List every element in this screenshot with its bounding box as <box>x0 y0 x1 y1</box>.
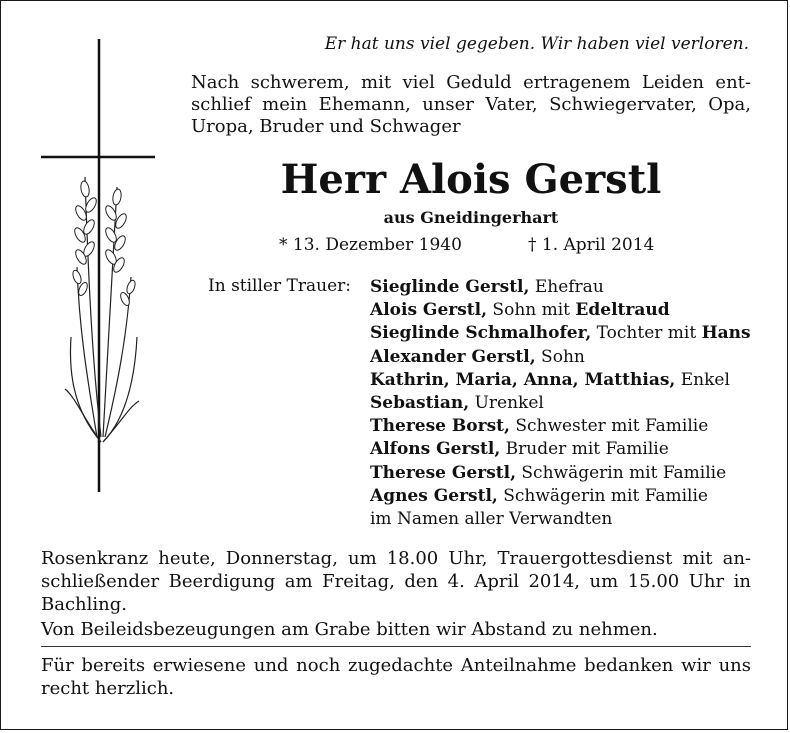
intro-line: Nach schwerem, mit viel Geduld ertragenem Leiden ent- <box>191 72 751 93</box>
mourner-row <box>370 299 751 322</box>
mourner-relation: im Namen aller Verwandten <box>370 509 613 530</box>
funeral-info-line: schließender Beerdigung am Freitag, den 4. April 2014, um 15.00 Uhr in <box>41 571 751 592</box>
thanks-note <box>41 654 751 700</box>
funeral-info-line: Rosenkranz heute, Donnerstag, um 18.00 Uhr, Trauergottesdienst mit an- <box>41 548 751 569</box>
mourning-label: In stiller Trauer: <box>208 276 351 296</box>
motto: Er hat uns viel gegeben. Wir haben viel verloren. <box>324 34 749 54</box>
mourner-partner: Edeltraud <box>575 300 670 321</box>
intro-text <box>191 72 751 138</box>
funeral-info <box>41 547 751 616</box>
mourner-name: Alois Gerstl, <box>370 300 488 321</box>
mourner-row <box>370 485 751 508</box>
funeral-info-line: Bachling. <box>41 594 127 615</box>
mourner-relation: Sohn <box>535 346 585 367</box>
condolence-note: Von Beileidsbezeugungen am Grabe bitten wir Abstand zu nehmen. <box>41 619 658 640</box>
divider <box>41 646 751 647</box>
mourner-row <box>370 276 751 299</box>
mourner-partner: Hans <box>701 323 751 344</box>
mourner-name: Sieglinde Schmalhofer, <box>370 323 592 344</box>
mourner-relation: Schwägerin mit Familie <box>516 462 727 483</box>
mourner-relation: Urenkel <box>469 393 544 414</box>
mourner-relation: Schwägerin mit Familie <box>497 485 708 506</box>
mourner-relation: Sohn mit <box>487 300 576 321</box>
intro-line: Uropa, Bruder und Schwager <box>191 116 461 137</box>
death-date: † 1. April 2014 <box>528 235 655 255</box>
thanks-line: Für bereits erwiesene und noch zugedachte Anteilnahme bedanken wir uns <box>41 655 751 676</box>
mourner-row <box>370 322 751 345</box>
thanks-line: recht herzlich. <box>41 678 175 699</box>
mourner-row <box>370 392 751 415</box>
mourner-relation: Schwester mit Familie <box>509 416 709 437</box>
mourner-row <box>370 369 751 392</box>
mourner-name: Alfons Gerstl, <box>370 439 501 460</box>
mourner-relation: Tochter mit <box>591 323 702 344</box>
mourner-relation: Ehefrau <box>529 277 604 297</box>
mourner-row <box>370 462 751 485</box>
mourner-name: Sieglinde Gerstl, <box>370 277 530 297</box>
mourner-name: Kathrin, Maria, Anna, Matthias, <box>370 369 676 390</box>
deceased-name: Herr Alois Gerstl <box>280 156 662 203</box>
mourner-name: Alexander Gerstl, <box>370 346 536 367</box>
mourner-relation: Bruder mit Familie <box>500 439 669 460</box>
mourner-row <box>370 346 751 369</box>
mourner-row <box>370 508 751 531</box>
mourner-row <box>370 438 751 461</box>
mourner-row <box>370 415 751 438</box>
birth-date: * 13. Dezember 1940 <box>279 235 462 255</box>
cross-with-wheat-icon <box>31 37 161 497</box>
mourner-relation: Enkel <box>675 369 730 390</box>
intro-line: schlief mein Ehemann, unser Vater, Schwiegervater, Opa, <box>191 94 751 115</box>
mourner-name: Agnes Gerstl, <box>370 485 498 506</box>
mourner-name: Sebastian, <box>370 393 470 414</box>
mourner-name: Therese Borst, <box>370 416 510 437</box>
mourner-list <box>370 276 751 531</box>
mourner-name: Therese Gerstl, <box>370 462 516 483</box>
deceased-origin: aus Gneidingerhart <box>383 208 559 227</box>
